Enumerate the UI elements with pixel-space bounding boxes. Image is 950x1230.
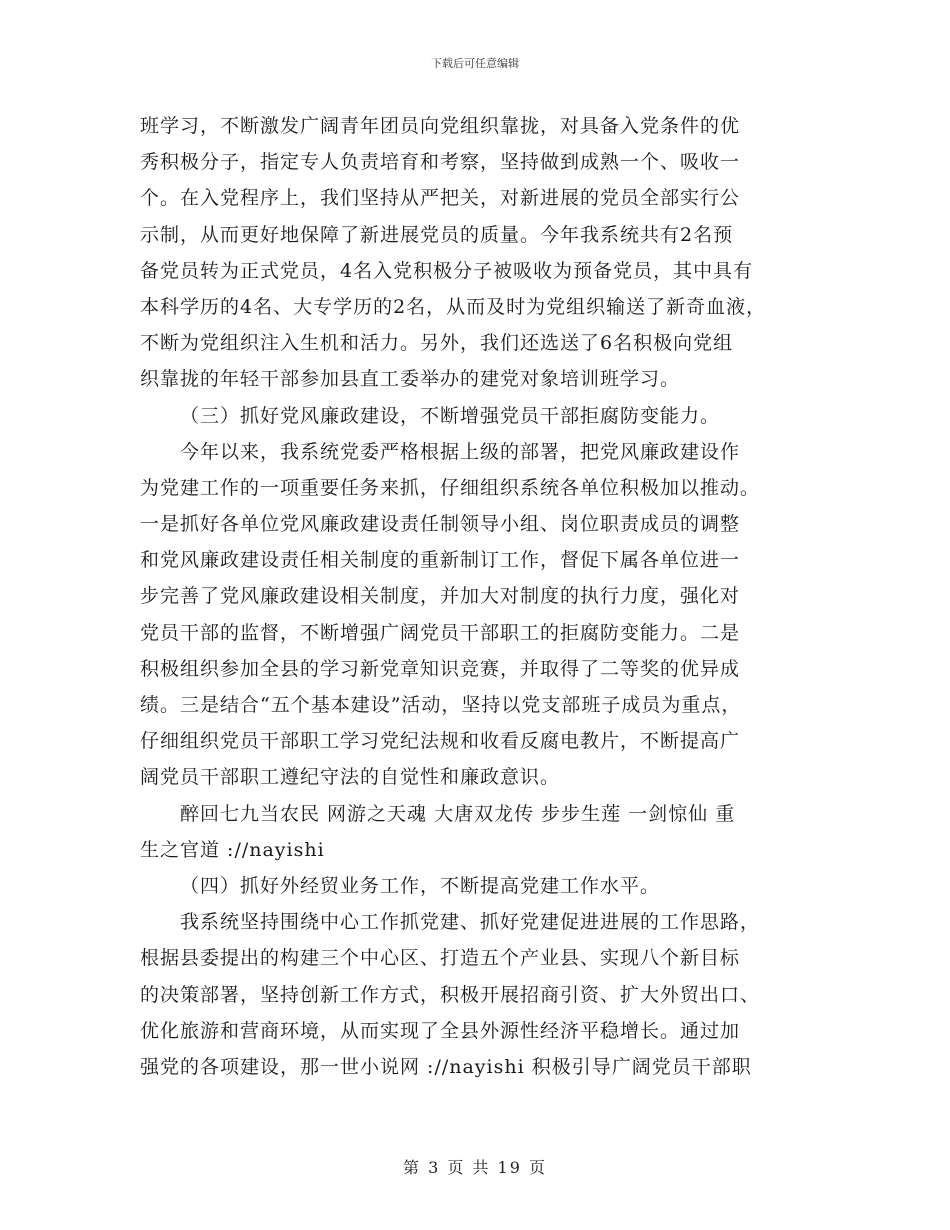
page-number-footer: 第 3 页 共 19 页	[403, 1158, 547, 1177]
text-line: 醉回七九当农民 网游之天魂 大唐双龙传 步步生莲 一剑惊仙 重	[180, 802, 736, 825]
text-line: 示制，从而更好地保障了新进展党员的质量。今年我系统共有2名预	[140, 223, 734, 246]
text-line: 班学习，不断激发广阔青年团员向党组织靠拢，对具备入党条件的优	[140, 115, 741, 137]
text-line: 今年以来，我系统党委严格根据上级的部署，把党风廉政建设作	[180, 440, 741, 463]
text-line: （四）抓好外经贸业务工作，不断提高党建工作水平。	[180, 874, 661, 897]
text-line: 本科学历的4名、大专学历的2名，从而及时为党组织输送了新奇血液，	[140, 295, 767, 318]
text-line: 一是抓好各单位党风廉政建设责任制领导小组、岗位职责成员的调整	[140, 513, 741, 536]
text-line: 绩。三是结合“五个基本建设”活动，坚持以党支部班子成员为重点，	[140, 694, 742, 716]
text-line: 我系统坚持围绕中心工作抓党建、抓好党建促进进展的工作思路，	[180, 911, 761, 934]
text-line: 积极组织参加全县的学习新党章知识竞赛，并取得了二等奖的优异成	[140, 657, 741, 680]
text-line: 和党风廉政建设责任相关制度的重新制订工作，督促下属各单位进一	[140, 549, 741, 572]
text-line: 为党建工作的一项重要任务来抓，仔细组织系统各单位积极加以推动。	[140, 476, 761, 499]
text-line: 的决策部署，坚持创新工作方式，积极开展招商引资、扩大外贸出口、	[140, 983, 761, 1006]
text-line: 根据县委提出的构建三个中心区、打造五个产业县、实现八个新目标	[140, 947, 741, 970]
text-line: 仔细组织党员干部职工学习党纪法规和收看反腐电教片，不断提高广	[140, 730, 741, 753]
text-line: 优化旅游和营商环境，从而实现了全县外源性经济平稳增长。通过加	[140, 1019, 741, 1042]
text-line: （三）抓好党风廉政建设，不断增强党员干部拒腐防变能力。	[180, 404, 721, 427]
text-line: 不断为党组织注入生机和活力。另外，我们还选送了6名积极向党组	[140, 332, 734, 355]
text-line: 生之官道 ://nayishi	[140, 838, 325, 861]
text-line: 党员干部的监督，不断增强广阔党员干部职工的拒腐防变能力。二是	[140, 621, 741, 644]
text-line: 织靠拢的年轻干部参加县直工委举办的建党对象培训班学习。	[140, 368, 681, 391]
page-header: 下载后可任意编辑	[431, 57, 519, 70]
text-line: 阔党员干部职工遵纪守法的自觉性和廉政意识。	[140, 766, 561, 789]
text-line: 备党员转为正式党员，4名入党积极分子被吸收为预备党员，其中具有	[140, 259, 754, 282]
text-line: 秀积极分子，指定专人负责培育和考察，坚持做到成熟一个、吸收一	[140, 151, 741, 174]
document-body	[140, 108, 830, 1085]
text-line: 步完善了党风廉政建设相关制度，并加大对制度的执行力度，强化对	[140, 585, 741, 608]
text-line: 强党的各项建设，那一世小说网 ://nayishi 积极引导广阔党员干部职	[140, 1055, 752, 1078]
text-line: 个。在入党程序上，我们坚持从严把关，对新进展的党员全部实行公	[140, 187, 741, 210]
